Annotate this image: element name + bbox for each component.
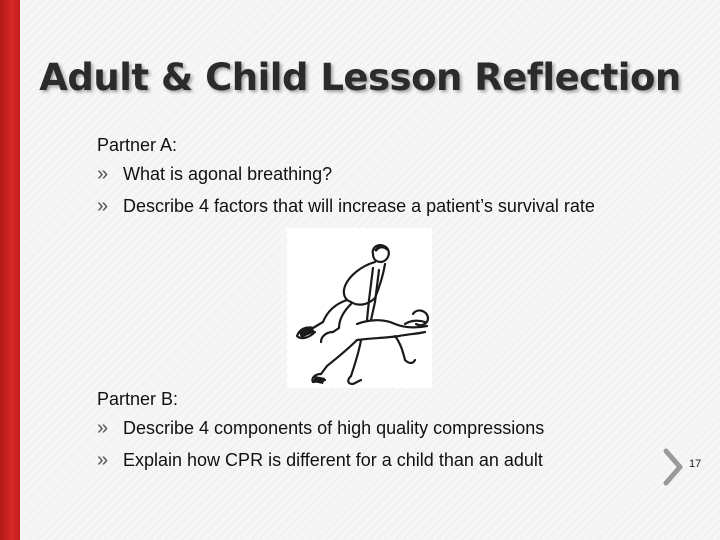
- bullet-chevron-icon: »: [97, 195, 109, 217]
- partner-b-item-text: Describe 4 components of high quality compressions: [123, 418, 545, 438]
- page-chevron-icon: [662, 448, 684, 486]
- partner-b-label: Partner B:: [97, 389, 179, 409]
- partner-b-item: [97, 412, 544, 444]
- bullet-chevron-icon: »: [97, 449, 109, 471]
- bullet-chevron-icon: »: [97, 417, 109, 439]
- partner-b-item: [97, 444, 544, 476]
- cpr-rescuer-illustration: [287, 228, 432, 388]
- partner-a-item: [97, 158, 595, 190]
- partner-a-label: Partner A:: [97, 135, 178, 155]
- partner-a-item: [97, 190, 595, 222]
- partner-a-item-text: Describe 4 factors that will increase a patient’s survival rate: [123, 196, 595, 216]
- slide-title: Adult & Child Lesson Reflection: [39, 56, 681, 99]
- page-number: 17: [689, 458, 702, 470]
- partner-b-item-text: Explain how CPR is different for a child than an adult: [123, 450, 543, 470]
- bullet-chevron-icon: »: [97, 163, 109, 185]
- partner-a-section: [97, 132, 595, 222]
- partner-a-item-text: What is agonal breathing?: [123, 164, 333, 184]
- partner-b-section: [97, 386, 544, 476]
